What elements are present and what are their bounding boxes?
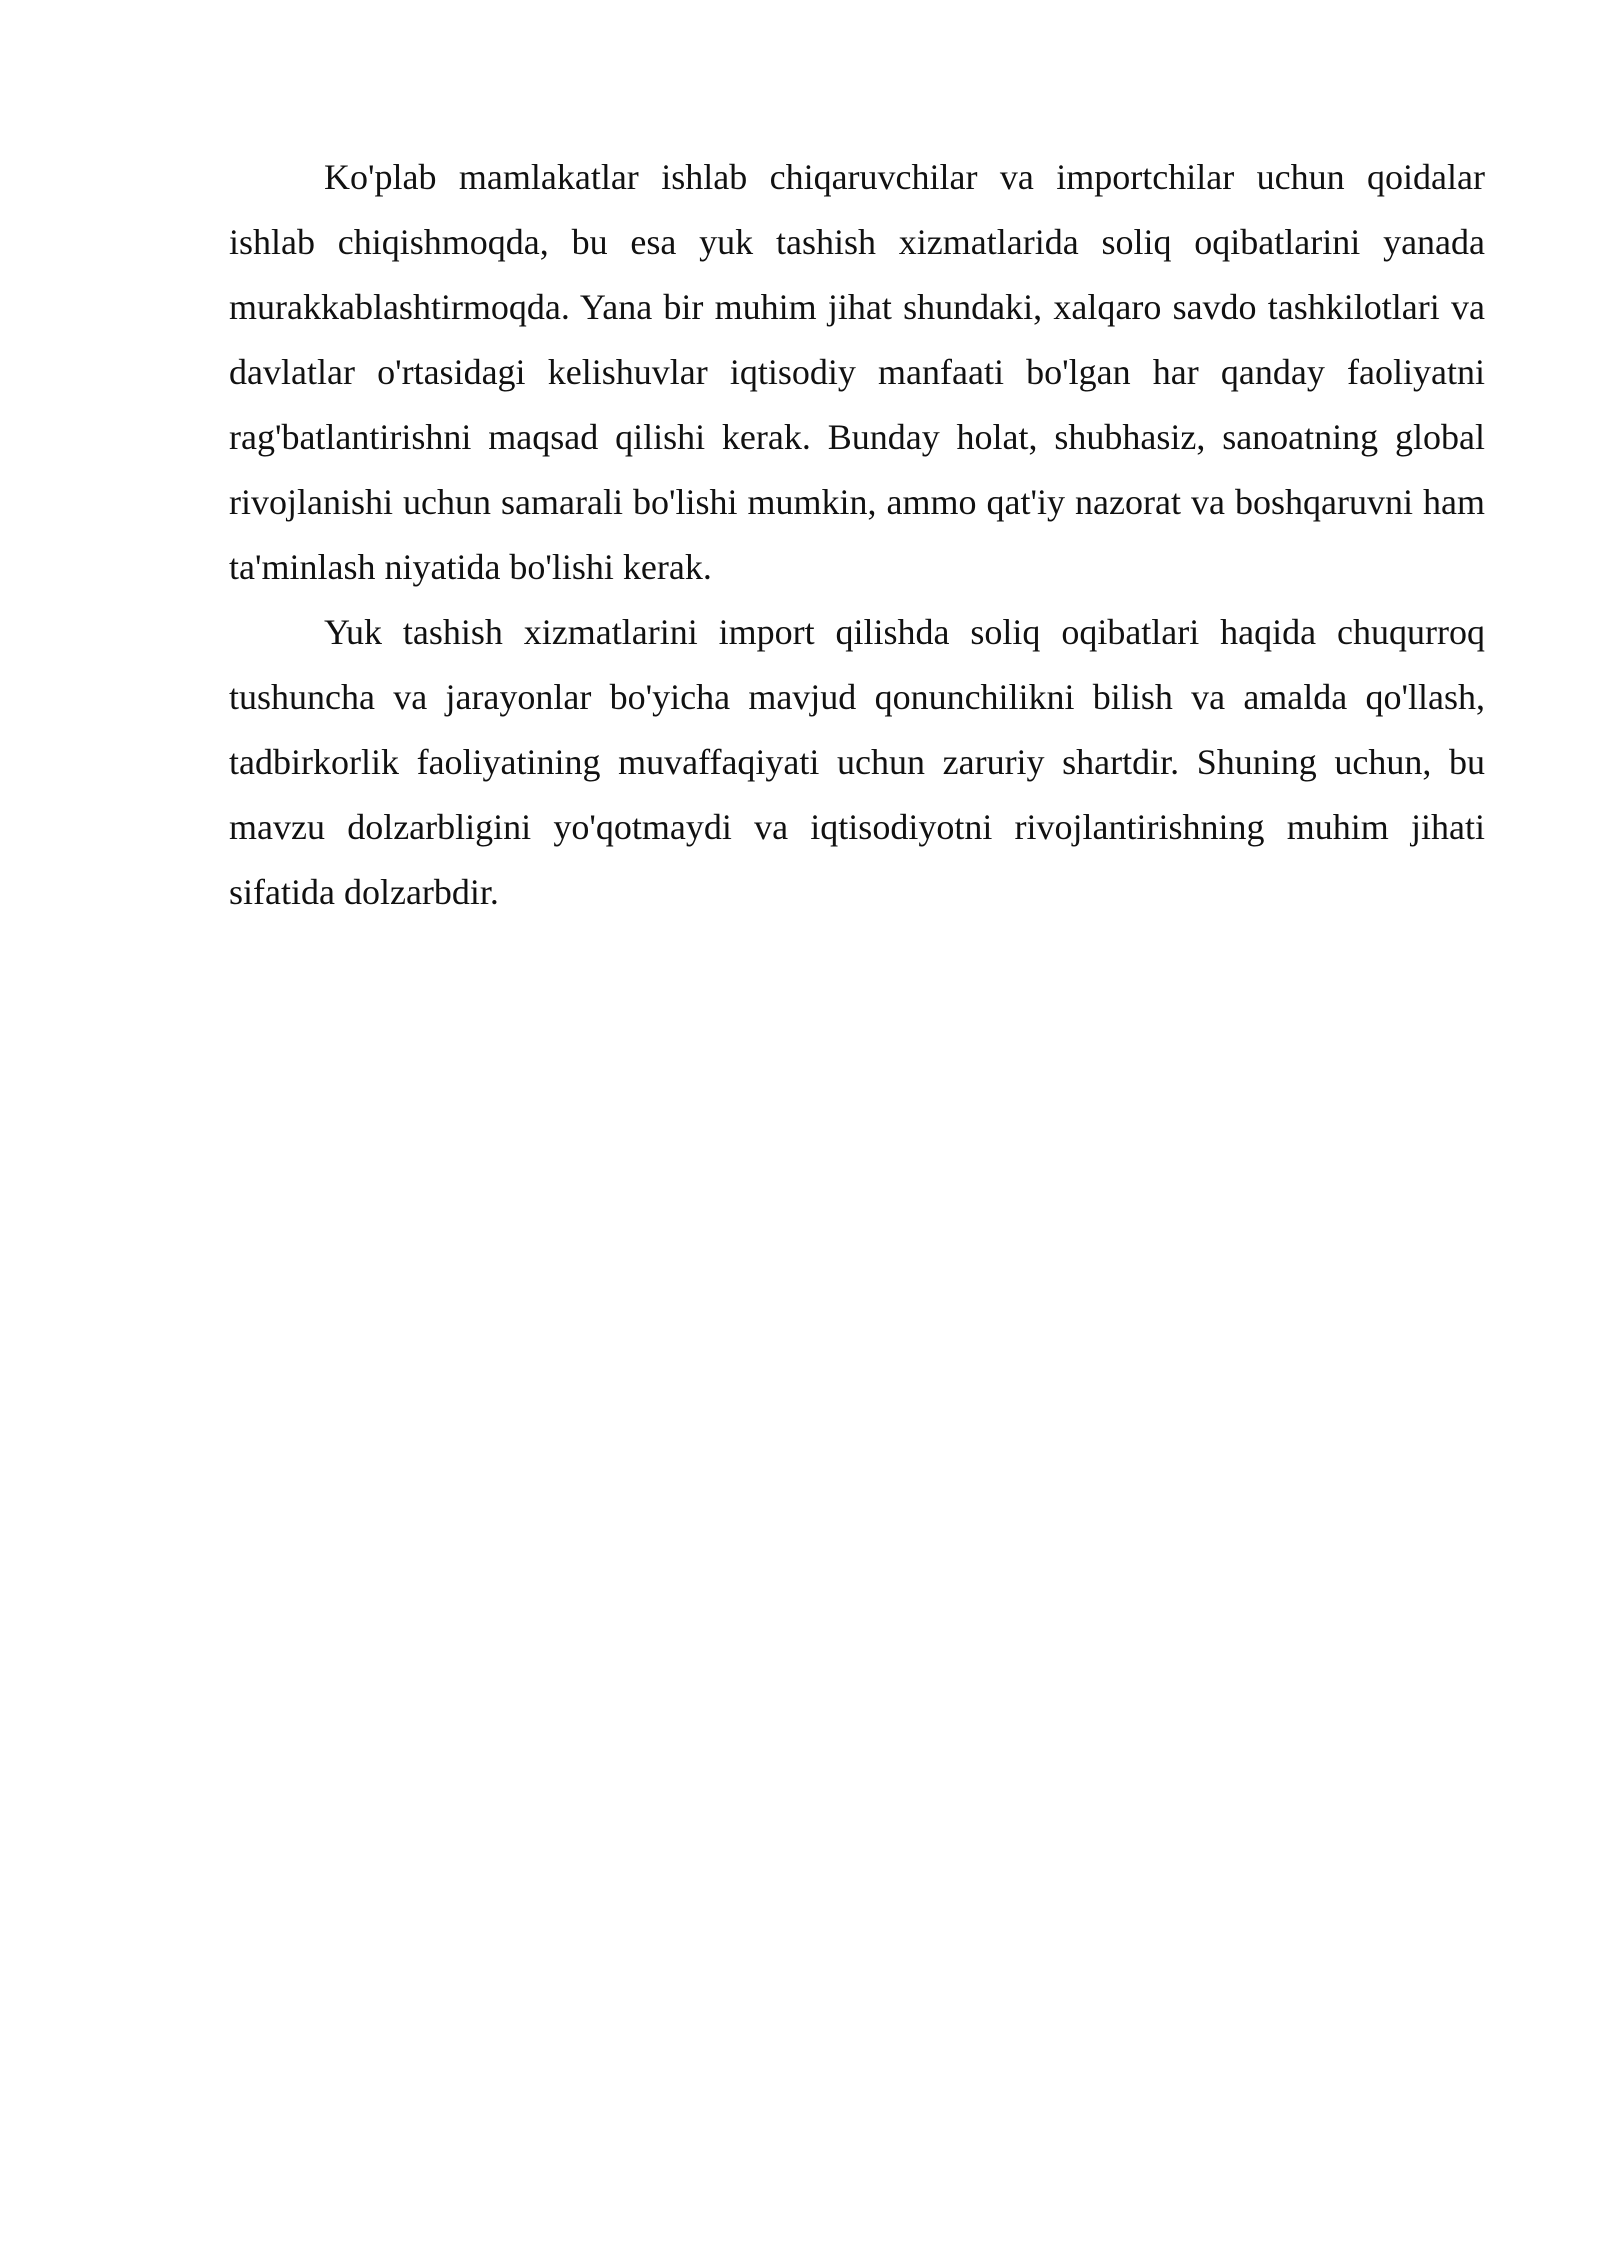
- paragraph: Ko'plab mamlakatlar ishlab chiqaruvchilar va importchilar uchun qoidalar ishlab chiqishmoqda, bu esa yuk tashish xizmatlarida soliq oqibatlarini yanada murakkablashtirmoqda. Yana bir muhim jihat shundaki, xalqaro savdo tashkilotlari va davlatlar o'rtasidagi kelishuvlar iqtisodiy manfaati bo'lgan har qanday faoliyatni rag'batlantirishni maqsad qilishi kerak. Bunday holat, shubhasiz, sanoatning global rivojlanishi uchun samarali bo'lishi mumkin, ammo qat'iy nazorat va boshqaruvni ham ta'minlash niyatida bo'lishi kerak.: [229, 157, 1485, 587]
- document-body: [229, 145, 1485, 925]
- paragraph: Yuk tashish xizmatlarini import qilishda soliq oqibatlari haqida chuqurroq tushuncha va jarayonlar bo'yicha mavjud qonunchilikni bilish va amalda qo'llash, tadbirkorlik faoliyatining muvaffaqiyati uchun zaruriy shartdir. Shuning uchun, bu mavzu dolzarbligini yo'qotmaydi va iqtisodiyotni rivojlantirishning muhim jihati sifatida dolzarbdir.: [229, 612, 1485, 912]
